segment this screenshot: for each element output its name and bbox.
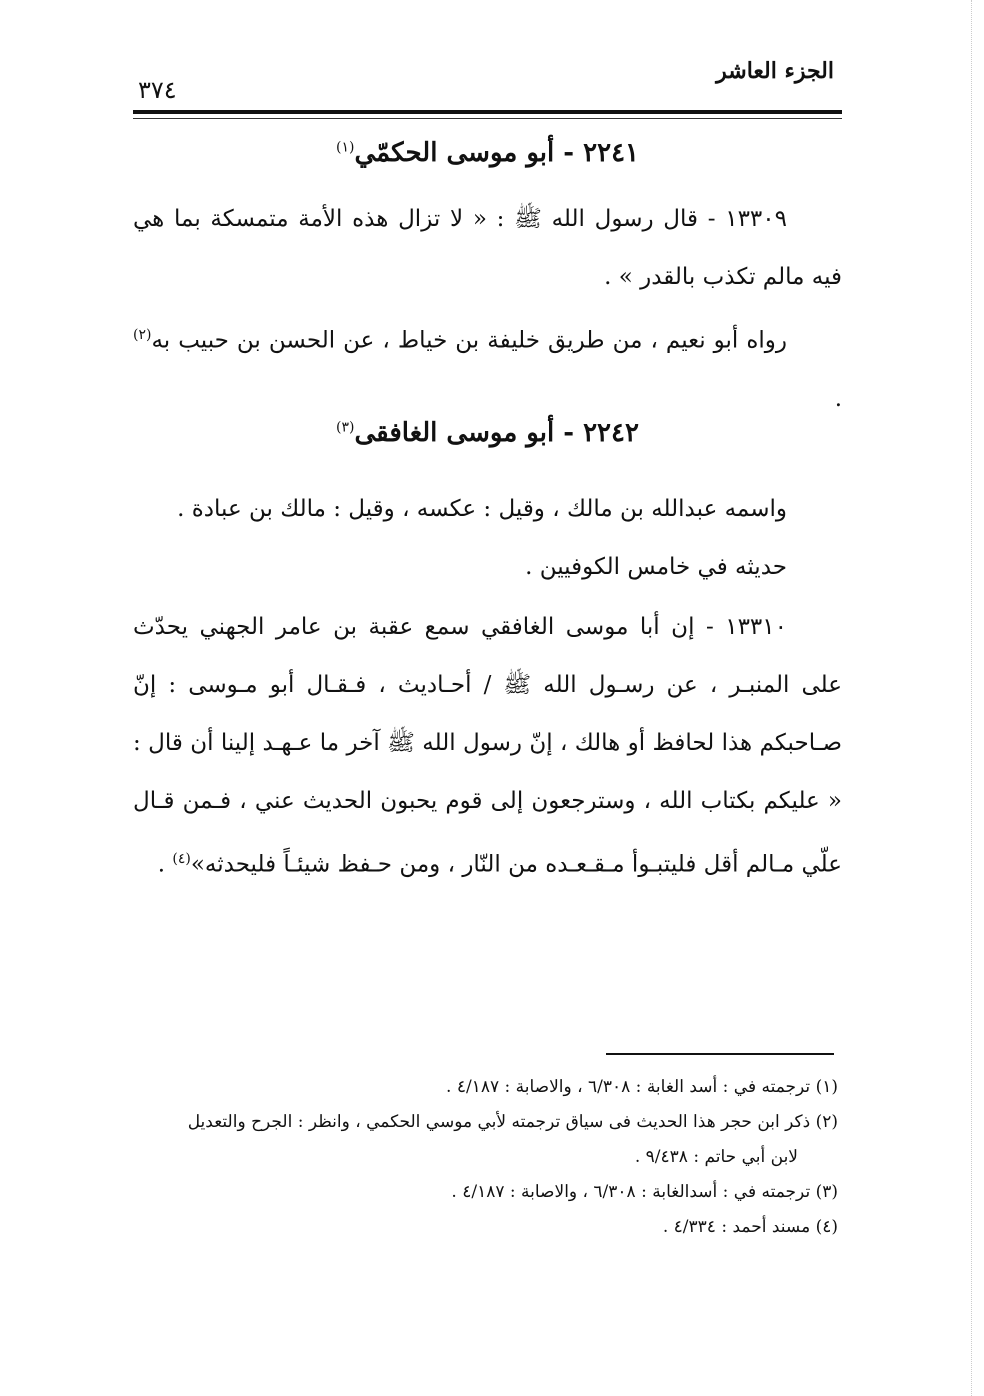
entry-heading-2241 xyxy=(133,138,842,168)
hadith-source-paragraph: حديثه في خامس الكوفيين . xyxy=(525,554,787,580)
narration-text: رواه أبو نعيم ، من طريق خليفة بن خياط ، عن الحسن بن حبيب به xyxy=(151,327,787,354)
footnote-ref: (١) xyxy=(335,139,355,156)
footnote-2-continued: لابن أبي حاتم : ٩/٤٣٨ . xyxy=(634,1147,798,1167)
hadith-text: ١٣٣١٠ - إن أبا موسى الغافقي سمع عقبة بن عامر الجهني يحدّث على المنبـر ، عن رسـول الله ﷺ / أحـاديث ، فـقـال أبو مـوسى : إنّ صـاحبكم هذا لحافظ أو هالك ، إنّ رسول الله ﷺ آخر ما عـهـد إلينا أن قال : « عليكم بكتاب الله ، وسترجعون إلى قوم يحبون الحديث عني ، فـمن قـال علّي مـالم أقل فليتبـوأ مـقـعـده من النّار ، ومن حـفظ شيئـاً فليحدثه» xyxy=(133,614,842,878)
page-edge xyxy=(970,0,972,1396)
entry-heading-2242 xyxy=(133,418,842,448)
header-rule xyxy=(133,110,842,114)
header-rule-thin xyxy=(133,118,842,119)
footnotes xyxy=(126,1070,838,1245)
running-head: الجزء العاشر xyxy=(716,58,834,84)
name-paragraph: واسمه عبدالله بن مالك ، وقيل : عكسه ، وقيل : مالك بن عبادة . xyxy=(177,496,787,522)
footnote-ref: (٣) xyxy=(336,419,355,436)
footnote-3: (٣) ترجمته في : أسدالغابة : ٦/٣٠٨ ، والاصابة : ٤/١٨٧ . xyxy=(451,1182,838,1202)
hadith-13310: ١٣٣١٠ - إن أبا موسى الغافقي سمع عقبة بن عامر الجهني يحدّث على المنبـر ، عن رسـول الله ﷺ / أحـاديث ، فـقـال أبو مـوسى : إنّ صـاحبكم هذا لحافظ أو هالك ، إنّ رسول الله ﷺ آخر ما عـهـد إلينا أن قال : « عليكم بكتاب الله ، وسترجعون إلى قوم يحبون الحديث عني ، فـمن قـال علّي مـالم أقل فليتبـوأ مـقـعـده من النّار ، ومن حـفظ شيئـاً فليحدثه»$^{(٤)}$ . xyxy=(133,614,842,878)
hadith-13309: ١٣٣٠٩ - قال رسول الله ﷺ : « لا تزال هذه الأمة متمسكة بما هي فيه مالم تكذب بالقدر » . xyxy=(133,206,842,290)
footnote-2: (٢) ذكر ابن حجر هذا الحديث فى سياق ترجمته لأبي موسي الحكمي ، وانظر : الجرح والتعديل xyxy=(187,1112,838,1132)
narration-paragraph: رواه أبو نعيم ، من طريق خليفة بن خياط ، عن الحسن بن حبيب به$^{(٢)}$ . xyxy=(133,327,842,412)
page-number: ٣٧٤ xyxy=(138,76,177,104)
heading-text: ٢٢٤٢ - أبو موسى الغافقى xyxy=(354,418,639,448)
footnote-ref: (٤) xyxy=(172,851,191,867)
heading-text: ٢٢٤١ - أبو موسى الحكمّي xyxy=(354,138,640,168)
footnote-1: (١) ترجمته في : أسد الغابة : ٦/٣٠٨ ، والاصابة : ٤/١٨٧ . xyxy=(446,1077,838,1097)
footnote-4: (٤) مسند أحمد : ٤/٣٣٤ . xyxy=(662,1217,838,1237)
footnote-separator xyxy=(606,1053,834,1055)
footnote-ref: (٢) xyxy=(133,327,152,343)
